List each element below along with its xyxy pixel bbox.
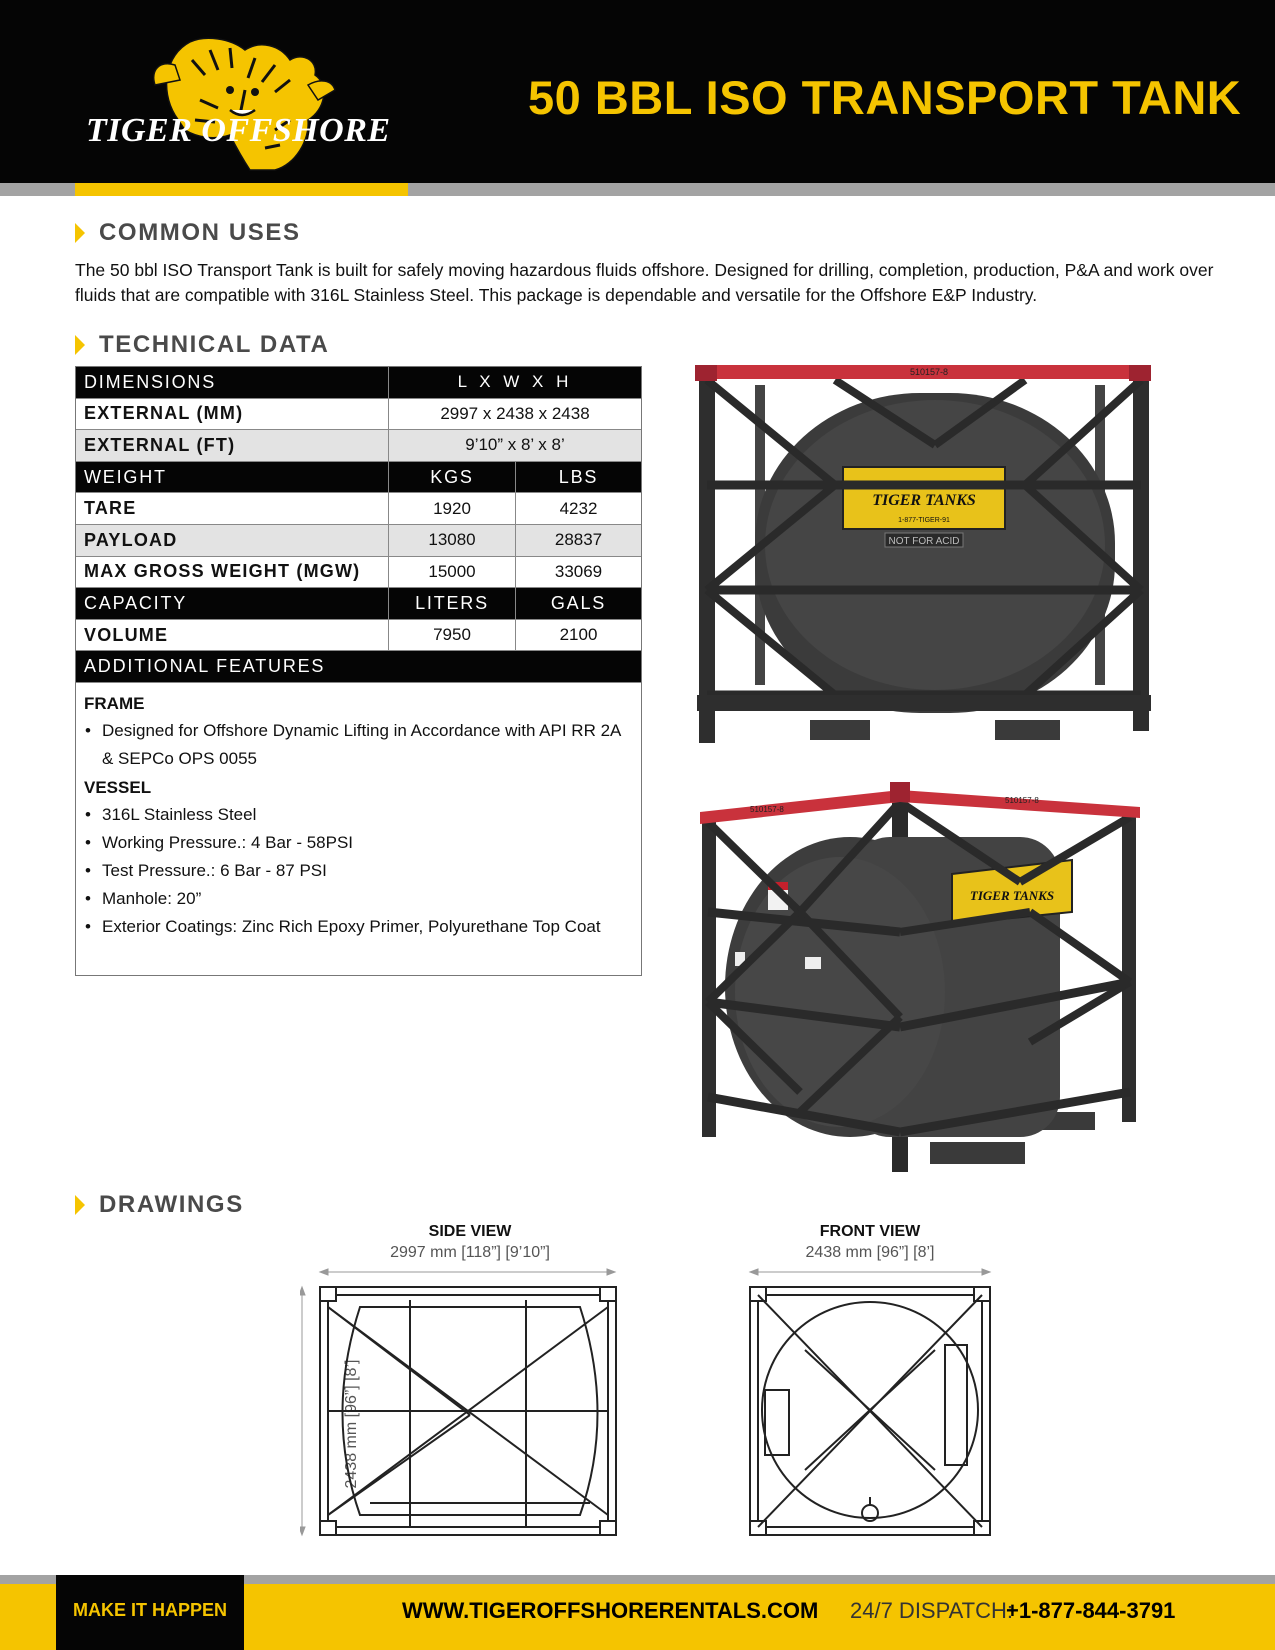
front-view-drawing xyxy=(745,1265,995,1540)
tank-photo-angle xyxy=(700,782,1140,1180)
table-row: CAPACITY LITERS GALS xyxy=(76,588,641,620)
side-view-title: SIDE VIEW xyxy=(428,1223,512,1240)
list-item: • Working Pressure.: 4 Bar - 58PSI xyxy=(84,829,633,857)
sign-brand: TIGER TANKS xyxy=(969,888,1055,903)
front-view-dimension: 2438 mm [96”] [8’] xyxy=(805,1244,935,1261)
frame-id: 510157-8 xyxy=(750,805,784,814)
table-row: TARE 1920 4232 xyxy=(76,493,641,525)
height-dimension: 2438 mm [96”] [8’] xyxy=(343,1359,360,1489)
logo-wordmark: TIGER OFFSHORE xyxy=(86,112,391,149)
stencil-text: NOT FOR ACID xyxy=(888,536,960,547)
table-row: MAX GROSS WEIGHT (MGW) 15000 33069 xyxy=(76,557,641,589)
side-view-dimension: 2997 mm [118”] [9’10”] xyxy=(390,1244,550,1261)
dispatch-phone[interactable]: +1-877-844-3791 xyxy=(1006,1598,1176,1623)
chevron-right-icon xyxy=(75,223,85,243)
table-row: ADDITIONAL FEATURES xyxy=(76,651,641,683)
page-title: 50 BBL ISO TRANSPORT TANK xyxy=(528,71,1242,124)
list-item: • Designed for Offshore Dynamic Lifting in Accordance with API RR 2A & SEPCo OPS 0055 xyxy=(84,717,633,773)
tiger-logo-icon xyxy=(80,30,410,180)
tank-photo-side xyxy=(695,365,1157,760)
side-view-drawing xyxy=(300,1265,620,1540)
frame-id: 510157-8 xyxy=(910,367,949,377)
list-item: • Test Pressure.: 6 Bar - 87 PSI xyxy=(84,857,633,885)
front-view-title: FRONT VIEW xyxy=(819,1223,921,1240)
common-uses-heading: COMMON USES xyxy=(75,218,301,248)
drawings-heading: DRAWINGS xyxy=(75,1190,244,1220)
sign-brand: TIGER TANKS xyxy=(872,492,976,509)
frame-heading: FRAME xyxy=(84,693,145,713)
frame-id: 510157-8 xyxy=(1005,796,1039,805)
header-accent-bar xyxy=(75,183,408,196)
additional-features xyxy=(76,683,641,975)
vessel-heading: VESSEL xyxy=(84,777,152,797)
dispatch-label: 24/7 DISPATCH: xyxy=(850,1598,1014,1623)
table-row: WEIGHT KGS LBS xyxy=(76,462,641,494)
footer-slogan: MAKE IT HAPPEN xyxy=(72,1600,227,1620)
common-uses-text: The 50 bbl ISO Transport Tank is built for safely moving hazardous fluids offshore. Designed for drilling, completion, production, P&A and work over fluids that are compatible with 316L Stainless Steel. This package is dependable and versatile for the Offshore E&P Industry. xyxy=(75,260,1214,305)
table-row: PAYLOAD 13080 28837 xyxy=(76,525,641,557)
table-row: VOLUME 7950 2100 xyxy=(76,620,641,652)
sign-phone: 1-877-TIGER-91 xyxy=(898,517,950,524)
chevron-right-icon xyxy=(75,335,85,355)
table-row: DIMENSIONS L X W X H xyxy=(76,367,641,399)
table-row: EXTERNAL (MM) 2997 x 2438 x 2438 xyxy=(76,399,641,431)
list-item: • Exterior Coatings: Zinc Rich Epoxy Primer, Polyurethane Top Coat xyxy=(84,913,633,941)
website-link[interactable]: WWW.TIGEROFFSHORERENTALS.COM xyxy=(402,1598,819,1623)
list-item: • 316L Stainless Steel xyxy=(84,801,633,829)
chevron-right-icon xyxy=(75,1195,85,1215)
technical-data-heading: TECHNICAL DATA xyxy=(75,330,329,360)
list-item: • Manhole: 20” xyxy=(84,885,633,913)
technical-data-table xyxy=(75,366,642,976)
table-row: EXTERNAL (FT) 9’10” x 8’ x 8’ xyxy=(76,430,641,462)
